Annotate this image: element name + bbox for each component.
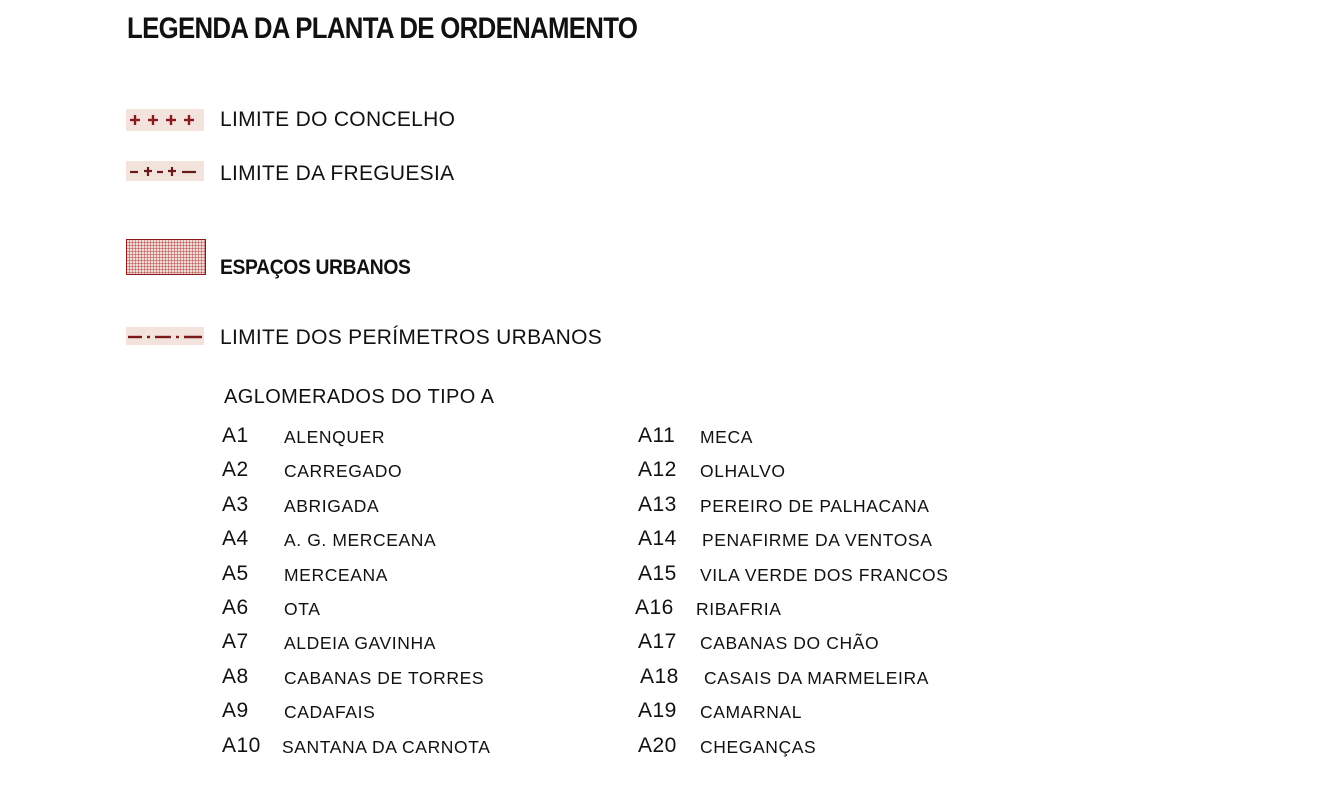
aglomerado-name: PENAFIRME DA VENTOSA [702, 530, 933, 551]
aglomerado-name: CASAIS DA MARMELEIRA [704, 667, 929, 688]
legend-label: LIMITE DOS PERÍMETROS URBANOS [220, 326, 603, 349]
dash-cross-line-icon [126, 161, 204, 181]
aglomerado-name: PEREIRO DE PALHACANA [700, 495, 930, 516]
aglomerado-code: A10 [222, 733, 261, 757]
aglomerado-name: ALDEIA GAVINHA [284, 633, 437, 654]
aglomerado-code: A14 [638, 527, 677, 551]
aglomerado-code: A2 [222, 458, 249, 482]
aglomerado-code: A17 [638, 630, 677, 654]
aglomerado-code: A1 [222, 424, 249, 447]
aglomerado-code: A16 [635, 595, 674, 619]
aglomerado-name: VILA VERDE DOS FRANCOS [700, 564, 949, 585]
legend-label: LIMITE DA FREGUESIA [220, 162, 455, 185]
aglomerado-code: A5 [222, 561, 249, 585]
hatched-area-icon [126, 239, 204, 275]
aglomerado-code: A12 [638, 458, 677, 482]
aglomerado-name: ABRIGADA [284, 495, 380, 516]
aglomerado-name: SANTANA DA CARNOTA [282, 736, 491, 757]
aglomerado-name: MECA [700, 427, 753, 447]
aglomerado-code: A11 [638, 424, 676, 447]
aglomerado-name: A. G. MERCEANA [284, 530, 437, 551]
dash-dot-line-icon [126, 327, 204, 345]
aglomerado-name: CABANAS DO CHÃO [700, 633, 880, 654]
aglomerado-code: A18 [640, 664, 679, 688]
aglomerado-name: RIBAFRIA [696, 598, 782, 619]
aglomerado-name: ALENQUER [284, 427, 386, 447]
aglomerados-heading: AGLOMERADOS DO TIPO A [224, 386, 495, 408]
aglomerado-code: A6 [222, 595, 249, 619]
aglomerado-code: A7 [222, 630, 249, 654]
aglomerado-name: CAMARNAL [700, 702, 803, 723]
aglomerado-code: A19 [638, 699, 677, 723]
cross-line-icon [126, 109, 204, 131]
aglomerado-name: CABANAS DE TORRES [284, 667, 485, 688]
aglomerado-code: A8 [222, 664, 249, 688]
aglomerado-name: CHEGANÇAS [700, 736, 817, 757]
aglomerado-name: OLHALVO [700, 461, 786, 482]
legend-label: LIMITE DO CONCELHO [220, 108, 456, 131]
aglomerado-code: A15 [638, 561, 677, 585]
page-title: LEGENDA DA PLANTA DE ORDENAMENTO [127, 12, 638, 45]
aglomerado-name: OTA [284, 598, 321, 619]
aglomerado-name: MERCEANA [284, 564, 388, 585]
legend-label: ESPAÇOS URBANOS [220, 256, 411, 279]
aglomerado-code: A4 [222, 527, 249, 551]
aglomerado-code: A9 [222, 699, 249, 723]
aglomerado-name: CARREGADO [284, 461, 403, 482]
aglomerado-name: CADAFAIS [284, 702, 376, 723]
aglomerado-code: A13 [638, 492, 677, 516]
aglomerado-code: A20 [638, 733, 677, 757]
aglomerado-code: A3 [222, 492, 249, 516]
